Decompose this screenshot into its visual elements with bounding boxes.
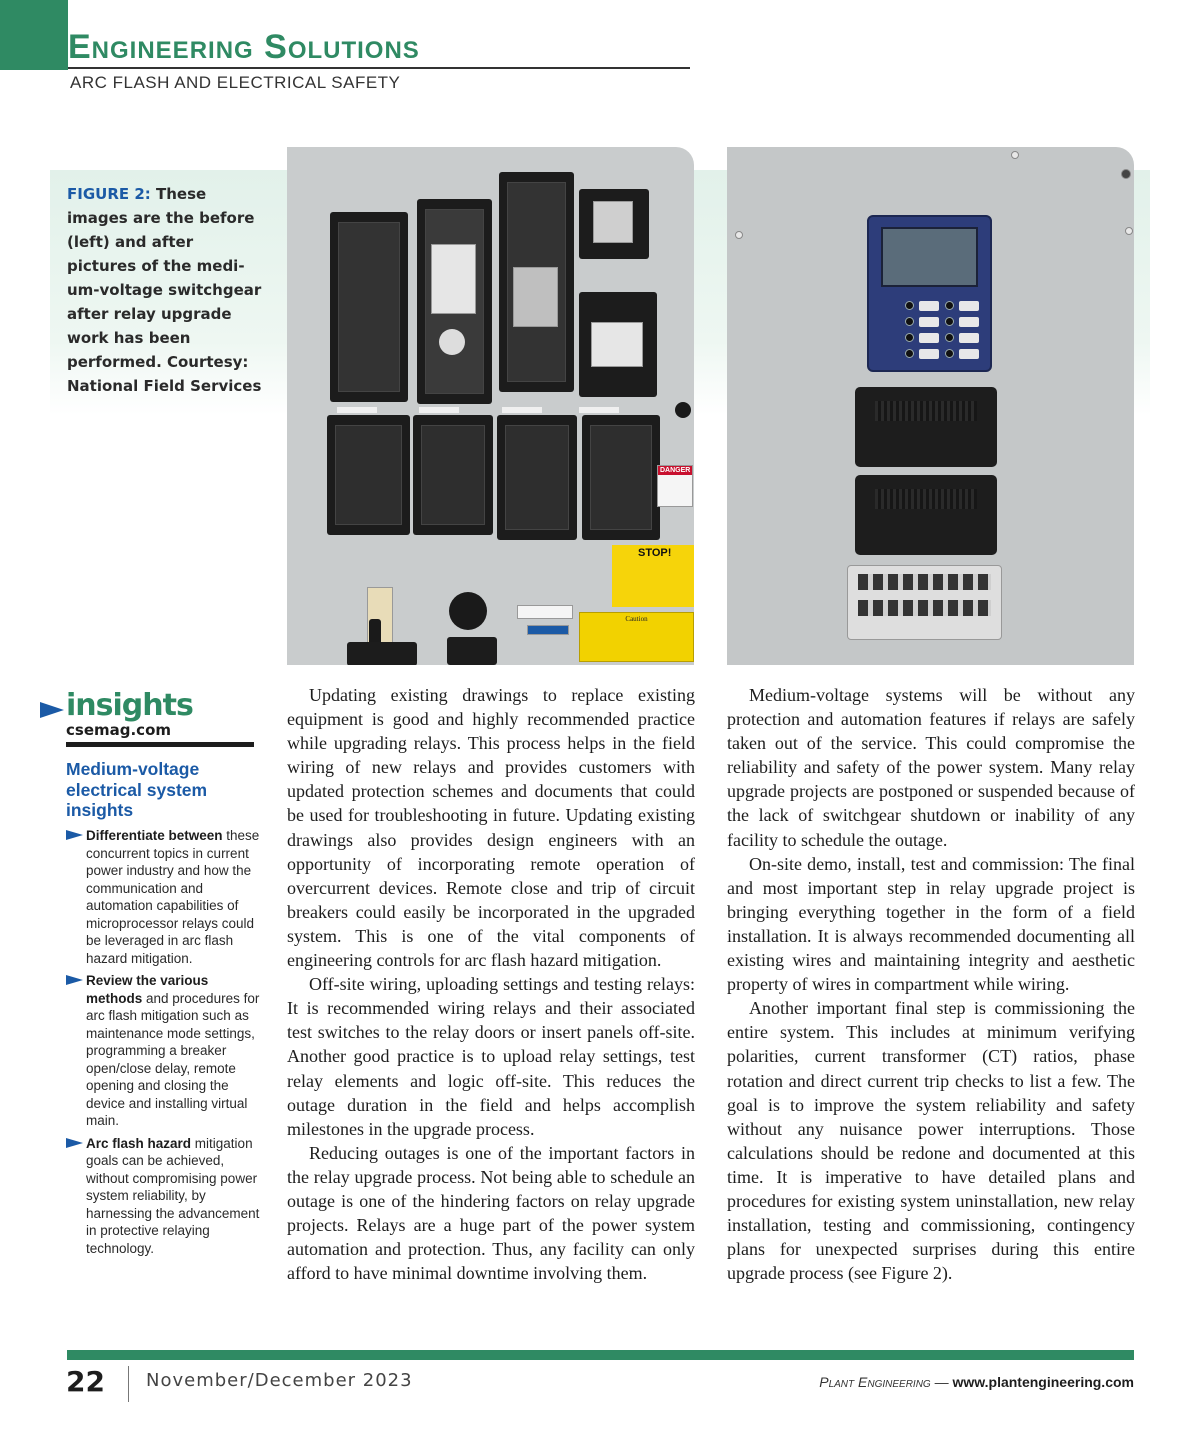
relay-display (881, 227, 978, 287)
article-column-2 (727, 683, 1135, 1285)
label-plate (579, 407, 619, 413)
section-subtitle: ARC FLASH AND ELECTRICAL SAFETY (70, 73, 401, 92)
label-plate (419, 407, 459, 413)
label-plate (502, 407, 542, 413)
control-switch-base (447, 637, 497, 665)
label-plate (347, 642, 417, 665)
insights-list (66, 827, 262, 1262)
paragraph: Updating existing drawings to replace existing equipment is good and highly recommended practice while upgrading relays. This process helps in the field wiring of new relays and provides customers with updated protection schemes and documents that could be used for troubleshooting in future. Updating existing drawings also provides design engineers with an opportunity of incorporating remote operation of overcurrent devices. Remote close and trip of circuit breakers could easily be incorporated in the upgraded system. This is one of the vital components of engineering controls for arc flash hazard mitigation. (287, 685, 695, 971)
magazine-name: Plant Engineering (819, 1374, 931, 1390)
label-plate (517, 605, 573, 619)
terminal-block (847, 565, 1002, 640)
paragraph: Off-site wiring, uploading settings and testing relays: It is recommended wiring relays and their associated test switches to the relay doors or insert panels off-site. Another good practice is to upload relay settings, test relay elements and logic off-site. This reduces the outage duration in the field and helps accomplish milestones in the upgrade process. (287, 974, 695, 1139)
danger-sign (657, 465, 693, 507)
relay-case (497, 415, 577, 540)
stop-sign-text: STOP! (638, 547, 672, 559)
title-rule (68, 67, 690, 69)
paragraph: Medium-voltage systems will be without any protection and automation features if relays are safely taken out of the service. This could compromise the reliability and safety of the power system. Many relay upgrade projects are postponed or suspended because of the lack of switchgear shutdown or inability of any facility to schedule the outage. (727, 685, 1135, 850)
control-switch (449, 592, 487, 630)
paragraph: Another important final step is commissioning the entire system. This includes at minimum verifying polarities, current transformer (CT) ratios, phase rotation and direct current trip checks to list a few. The goal is to improve the system reliability and safety without any nuisance power interruptions. Those calculations should be redone and documented at this time. It is imperative to have detailed plans and procedures for existing system uninstallation, new relay installation, testing and commissioning, contingency plans for unexpected surprises during this entire upgrade process (see Figure 2). (727, 998, 1135, 1284)
relay-case (499, 172, 574, 392)
insights-logo: insights (66, 688, 193, 723)
brand-separator: — (930, 1374, 953, 1390)
panel-screw (1121, 169, 1131, 179)
meter-case (579, 189, 649, 259)
figure-caption (67, 182, 267, 398)
magazine-url[interactable]: www.plantengineering.com (952, 1374, 1134, 1390)
insights-heading: Medium-voltage electrical system insights (66, 759, 208, 820)
magazine-brand (819, 1375, 1134, 1389)
footer-divider (128, 1366, 129, 1402)
insights-site: csemag.com (66, 721, 172, 739)
panel-screw (735, 231, 743, 239)
photo-after-switchgear (727, 147, 1134, 665)
figure-label: FIGURE 2: (67, 185, 151, 203)
section-title: Engineering Solutions (68, 28, 420, 66)
insights-item: Review the various methods and procedures for arc flash mitigation such as maintenance mode settings, programming a breaker open/close delay, remote opening and closing the device and installing virtual main. (66, 972, 262, 1130)
relay-case (327, 415, 410, 535)
relay-case (582, 415, 660, 540)
insights-item: Arc flash hazard mitigation goals can be achieved, without compromising power system reliability, by harnessing the advancement in protective relaying technology. (66, 1135, 262, 1258)
label-plate (527, 625, 569, 635)
footer-bar (67, 1350, 1134, 1360)
panel-screw (1011, 151, 1019, 159)
danger-sign-text: DANGER (660, 467, 691, 474)
relay-case (579, 292, 657, 397)
page-number: 22 (66, 1365, 105, 1398)
arrow-bullet-icon (66, 975, 83, 985)
relay-case (330, 212, 408, 402)
insights-arrow-icon (40, 702, 64, 718)
label-plate (337, 407, 377, 413)
switch-knob (675, 402, 691, 418)
insights-rule (66, 742, 254, 747)
test-switch-cover (855, 475, 997, 555)
issue-date: November/December 2023 (146, 1370, 413, 1391)
paragraph: On-site demo, install, test and commission: The final and most important step in relay upgrade project is bringing everything together in the form of a field installation. It is always recommended documenting all existing wires and maintaining integrity and aesthetic property of wires in compartment while wiring. (727, 853, 1135, 995)
caution-sign-text: Caution (625, 615, 648, 623)
photo-before-switchgear (287, 147, 694, 665)
test-switch-cover (855, 387, 997, 467)
stop-sign (612, 545, 694, 607)
arrow-bullet-icon (66, 1138, 83, 1148)
header-color-block (0, 0, 68, 70)
relay-case (413, 415, 493, 535)
paragraph: Reducing outages is one of the important factors in the relay upgrade process. Not being able to schedule an outage is one of the hindering factors on relay upgrade projects. Relays are a huge part of the power system automation and protection. Thus, any facility can only afford to have minimal downtime involving them. (287, 1142, 695, 1284)
insights-item: Differentiate between these concurrent topics in current power industry and how the communication and automation capabilities of microprocessor relays could be leveraged in arc flash hazard mitigation. (66, 827, 262, 967)
figure-caption-text: These images are the before (left) and after pictures of the medi-um-voltage switchgear after relay upgrade work has been performed. Courtesy: National Field Services (67, 185, 262, 395)
caution-sign (579, 612, 694, 662)
panel-screw (1125, 227, 1133, 235)
arrow-bullet-icon (66, 830, 83, 840)
microprocessor-relay (867, 215, 992, 372)
relay-case (417, 199, 492, 404)
article-column-1 (287, 683, 695, 1285)
